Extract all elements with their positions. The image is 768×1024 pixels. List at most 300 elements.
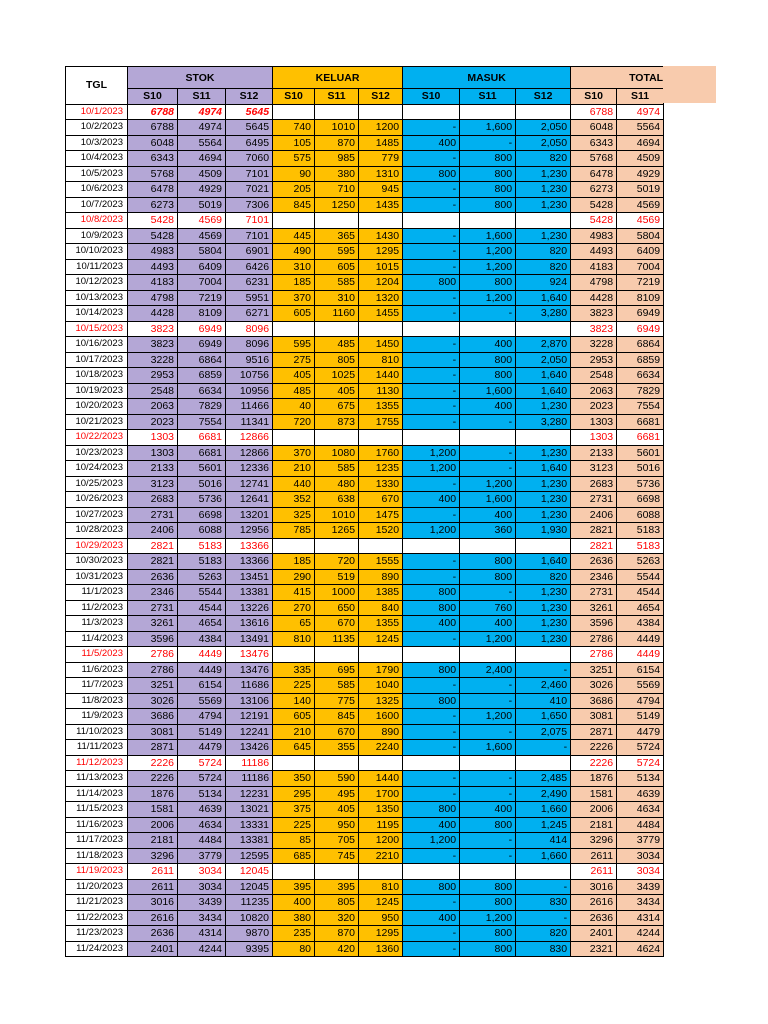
masuk-s12-cell: 2,485 [516, 771, 571, 787]
date-cell: 10/7/2023 [66, 197, 128, 213]
keluar-s12-cell: 1245 [359, 631, 403, 647]
keluar-s11-cell: 420 [315, 941, 359, 957]
masuk-s11-cell: 1,200 [460, 631, 516, 647]
stok-s11-cell: 4974 [178, 104, 226, 120]
table-row [66, 166, 664, 182]
keluar-s10-cell: 140 [273, 693, 315, 709]
stok-s10-cell: 1581 [128, 802, 178, 818]
stok-s12-cell: 7060 [226, 151, 273, 167]
table-row [66, 569, 664, 585]
keluar-s10-cell [273, 430, 315, 446]
masuk-s10-cell: 800 [403, 802, 460, 818]
masuk-s12-cell: 1,640 [516, 461, 571, 477]
date-cell: 10/14/2023 [66, 306, 128, 322]
date-cell: 10/25/2023 [66, 476, 128, 492]
table-row [66, 740, 664, 756]
stok-s12-cell: 12191 [226, 709, 273, 725]
stok-s12-cell: 11686 [226, 678, 273, 694]
stok-s12-cell: 13021 [226, 802, 273, 818]
masuk-s12-cell: 1,640 [516, 554, 571, 570]
masuk-s10-cell: - [403, 414, 460, 430]
keluar-s12-cell: 1200 [359, 833, 403, 849]
stok-s12-cell: 11235 [226, 895, 273, 911]
masuk-s11-cell [460, 538, 516, 554]
total-s11-cell: 4569 [617, 197, 664, 213]
table-row [66, 941, 664, 957]
total-s11-cell: 6864 [617, 337, 664, 353]
keluar-s11-cell [315, 104, 359, 120]
masuk-s12-cell: 410 [516, 693, 571, 709]
stok-s11-cell: 5183 [178, 554, 226, 570]
stok-s10-cell: 6478 [128, 182, 178, 198]
sub-header: S10 [128, 89, 178, 105]
keluar-s11-cell: 650 [315, 600, 359, 616]
total-s11-cell: 4449 [617, 647, 664, 663]
table-row [66, 151, 664, 167]
date-cell: 10/1/2023 [66, 104, 128, 120]
table-row [66, 244, 664, 260]
stok-s11-cell: 4479 [178, 740, 226, 756]
masuk-s10-cell [403, 538, 460, 554]
stok-s11-cell: 5016 [178, 476, 226, 492]
total-s10-cell: 3251 [571, 662, 617, 678]
keluar-s11-cell [315, 538, 359, 554]
table-row [66, 492, 664, 508]
masuk-s10-cell: - [403, 631, 460, 647]
total-s11-cell: 4634 [617, 802, 664, 818]
keluar-s10-cell: 290 [273, 569, 315, 585]
keluar-s12-cell [359, 538, 403, 554]
date-cell: 11/11/2023 [66, 740, 128, 756]
stok-s10-cell: 3823 [128, 337, 178, 353]
sub-header: S10 [403, 89, 460, 105]
keluar-s12-cell: 1325 [359, 693, 403, 709]
keluar-s10-cell: 335 [273, 662, 315, 678]
keluar-s10-cell: 80 [273, 941, 315, 957]
date-cell: 10/20/2023 [66, 399, 128, 415]
masuk-s12-cell: 1,230 [516, 166, 571, 182]
masuk-s11-cell: 1,200 [460, 910, 516, 926]
stok-s12-cell: 5645 [226, 104, 273, 120]
date-cell: 10/9/2023 [66, 228, 128, 244]
keluar-s12-cell: 1235 [359, 461, 403, 477]
keluar-s11-cell: 355 [315, 740, 359, 756]
stok-s10-cell: 3596 [128, 631, 178, 647]
total-s10-cell: 5768 [571, 151, 617, 167]
stok-s11-cell: 5263 [178, 569, 226, 585]
stok-s12-cell: 10756 [226, 368, 273, 384]
keluar-s12-cell: 1760 [359, 445, 403, 461]
masuk-s11-cell: 800 [460, 569, 516, 585]
stok-s12-cell: 13476 [226, 662, 273, 678]
table-row [66, 802, 664, 818]
group-header-row [66, 67, 664, 89]
total-s11-cell: 6681 [617, 414, 664, 430]
table-row [66, 724, 664, 740]
keluar-s11-cell: 670 [315, 724, 359, 740]
stok-s10-cell: 1303 [128, 445, 178, 461]
table-row [66, 352, 664, 368]
total-s11-cell: 5016 [617, 461, 664, 477]
stok-s10-cell: 2401 [128, 941, 178, 957]
keluar-s10-cell: 575 [273, 151, 315, 167]
date-cell: 10/10/2023 [66, 244, 128, 260]
keluar-s11-cell: 480 [315, 476, 359, 492]
date-cell: 11/19/2023 [66, 864, 128, 880]
keluar-s10-cell: 645 [273, 740, 315, 756]
total-s11-cell: 4509 [617, 151, 664, 167]
masuk-s11-cell: 1,200 [460, 709, 516, 725]
stok-s12-cell: 6901 [226, 244, 273, 260]
masuk-s10-cell: - [403, 507, 460, 523]
stok-s10-cell: 2821 [128, 554, 178, 570]
total-s10-cell: 2406 [571, 507, 617, 523]
masuk-s12-cell [516, 647, 571, 663]
masuk-s11-cell: 400 [460, 507, 516, 523]
total-s10-cell: 2006 [571, 802, 617, 818]
stok-s11-cell: 4694 [178, 151, 226, 167]
stok-s11-cell: 5149 [178, 724, 226, 740]
table-row [66, 631, 664, 647]
keluar-s11-cell: 985 [315, 151, 359, 167]
masuk-s12-cell: 820 [516, 569, 571, 585]
total-s11-cell: 5183 [617, 523, 664, 539]
stok-s10-cell: 2871 [128, 740, 178, 756]
table-row [66, 693, 664, 709]
keluar-s11-cell: 1265 [315, 523, 359, 539]
stok-s11-cell: 6681 [178, 445, 226, 461]
keluar-s10-cell: 720 [273, 414, 315, 430]
keluar-s10-cell: 490 [273, 244, 315, 260]
total-s11-cell: 4694 [617, 135, 664, 151]
masuk-s11-cell: 1,200 [460, 244, 516, 260]
keluar-s10-cell: 740 [273, 120, 315, 136]
total-s10-cell: 2611 [571, 848, 617, 864]
stok-s11-cell: 4654 [178, 616, 226, 632]
masuk-s12-cell [516, 321, 571, 337]
total-s11-cell: 4314 [617, 910, 664, 926]
keluar-s11-cell: 695 [315, 662, 359, 678]
table-row [66, 430, 664, 446]
sub-header: S10 [273, 89, 315, 105]
total-s10-cell: 5428 [571, 213, 617, 229]
date-cell: 11/12/2023 [66, 755, 128, 771]
keluar-s10-cell: 310 [273, 259, 315, 275]
stok-s10-cell: 3296 [128, 848, 178, 864]
date-cell: 10/2/2023 [66, 120, 128, 136]
stok-s10-cell: 2611 [128, 864, 178, 880]
masuk-s10-cell: 1,200 [403, 445, 460, 461]
masuk-s12-cell [516, 430, 571, 446]
masuk-s10-cell: - [403, 926, 460, 942]
keluar-s11-cell: 1000 [315, 585, 359, 601]
date-cell: 11/6/2023 [66, 662, 128, 678]
stok-s10-cell: 3081 [128, 724, 178, 740]
date-cell: 11/20/2023 [66, 879, 128, 895]
keluar-s10-cell: 325 [273, 507, 315, 523]
masuk-s12-cell: 1,660 [516, 802, 571, 818]
stok-s11-cell: 6864 [178, 352, 226, 368]
keluar-s10-cell: 90 [273, 166, 315, 182]
stok-s10-cell: 4183 [128, 275, 178, 291]
total-s11-cell: 4929 [617, 166, 664, 182]
masuk-s10-cell: - [403, 724, 460, 740]
total-s10-cell: 2401 [571, 926, 617, 942]
date-cell: 11/18/2023 [66, 848, 128, 864]
masuk-s12-cell: 924 [516, 275, 571, 291]
stok-s12-cell: 12956 [226, 523, 273, 539]
date-cell: 10/27/2023 [66, 507, 128, 523]
total-s10-cell: 2548 [571, 368, 617, 384]
stok-s11-cell: 5724 [178, 771, 226, 787]
stok-s11-cell: 4384 [178, 631, 226, 647]
stok-s11-cell: 6859 [178, 368, 226, 384]
masuk-s12-cell: 2,870 [516, 337, 571, 353]
total-s11-cell: 6634 [617, 368, 664, 384]
masuk-s11-cell: 800 [460, 151, 516, 167]
total-s10-cell: 1581 [571, 786, 617, 802]
keluar-s12-cell: 945 [359, 182, 403, 198]
masuk-s11-cell [460, 755, 516, 771]
stok-s10-cell: 3026 [128, 693, 178, 709]
keluar-s12-cell: 1790 [359, 662, 403, 678]
total-s11-cell: 4569 [617, 213, 664, 229]
masuk-s12-cell: 820 [516, 244, 571, 260]
total-s11-cell: 4384 [617, 616, 664, 632]
stok-s10-cell: 3251 [128, 678, 178, 694]
total-s10-cell: 2953 [571, 352, 617, 368]
keluar-s10-cell: 605 [273, 709, 315, 725]
keluar-s11-cell: 485 [315, 337, 359, 353]
masuk-s11-cell: - [460, 135, 516, 151]
total-s11-cell: 5724 [617, 755, 664, 771]
total-s11-cell: 6859 [617, 352, 664, 368]
date-cell: 11/13/2023 [66, 771, 128, 787]
masuk-s11-cell: - [460, 445, 516, 461]
table-row [66, 616, 664, 632]
masuk-s11-cell: 800 [460, 352, 516, 368]
date-cell: 11/10/2023 [66, 724, 128, 740]
keluar-s11-cell: 310 [315, 290, 359, 306]
total-s10-cell: 6478 [571, 166, 617, 182]
stok-s11-cell: 4449 [178, 647, 226, 663]
masuk-s11-cell [460, 321, 516, 337]
total-s11-cell: 5724 [617, 740, 664, 756]
stok-s11-cell: 5183 [178, 538, 226, 554]
table-row [66, 755, 664, 771]
total-s11-cell: 5804 [617, 228, 664, 244]
date-cell: 10/24/2023 [66, 461, 128, 477]
masuk-s11-cell: 400 [460, 399, 516, 415]
stok-s12-cell: 7021 [226, 182, 273, 198]
date-cell: 11/16/2023 [66, 817, 128, 833]
date-cell: 11/8/2023 [66, 693, 128, 709]
masuk-s11-cell: 400 [460, 337, 516, 353]
masuk-s10-cell: 800 [403, 275, 460, 291]
keluar-s10-cell: 375 [273, 802, 315, 818]
keluar-s11-cell: 873 [315, 414, 359, 430]
sub-header-row [66, 89, 664, 105]
total-header-extension [663, 66, 716, 103]
keluar-s11-cell: 585 [315, 678, 359, 694]
total-s10-cell: 3686 [571, 693, 617, 709]
stok-s12-cell: 7101 [226, 228, 273, 244]
keluar-s12-cell: 1385 [359, 585, 403, 601]
total-s11-cell: 3034 [617, 864, 664, 880]
table-row [66, 864, 664, 880]
masuk-s12-cell: 1,230 [516, 182, 571, 198]
stok-s12-cell: 12595 [226, 848, 273, 864]
stok-s10-cell: 2821 [128, 538, 178, 554]
stok-s12-cell: 5951 [226, 290, 273, 306]
total-s10-cell: 1303 [571, 430, 617, 446]
total-s10-cell: 2871 [571, 724, 617, 740]
stok-s10-cell: 2636 [128, 569, 178, 585]
total-s10-cell: 4983 [571, 228, 617, 244]
stok-s11-cell: 4449 [178, 662, 226, 678]
stok-s10-cell: 2636 [128, 926, 178, 942]
stok-s11-cell: 6698 [178, 507, 226, 523]
stok-s12-cell: 11186 [226, 771, 273, 787]
total-s10-cell: 2611 [571, 864, 617, 880]
keluar-s11-cell: 870 [315, 135, 359, 151]
stok-s12-cell: 6495 [226, 135, 273, 151]
keluar-s10-cell [273, 647, 315, 663]
masuk-s10-cell: 400 [403, 817, 460, 833]
masuk-s10-cell: 400 [403, 616, 460, 632]
keluar-s10-cell: 415 [273, 585, 315, 601]
date-cell: 10/17/2023 [66, 352, 128, 368]
masuk-s10-cell: - [403, 244, 460, 260]
keluar-s12-cell [359, 104, 403, 120]
stok-s12-cell: 13201 [226, 507, 273, 523]
stok-s11-cell: 5564 [178, 135, 226, 151]
keluar-s12-cell: 1295 [359, 926, 403, 942]
stok-s11-cell: 4484 [178, 833, 226, 849]
stok-s10-cell: 4428 [128, 306, 178, 322]
total-s11-cell: 5544 [617, 569, 664, 585]
stok-s12-cell: 12741 [226, 476, 273, 492]
total-s11-cell: 7004 [617, 259, 664, 275]
masuk-s10-cell: - [403, 786, 460, 802]
total-s10-cell: 2181 [571, 817, 617, 833]
keluar-s11-cell: 595 [315, 244, 359, 260]
stok-s11-cell: 4314 [178, 926, 226, 942]
keluar-s10-cell: 370 [273, 290, 315, 306]
keluar-s11-cell: 805 [315, 895, 359, 911]
masuk-s11-cell: 800 [460, 879, 516, 895]
keluar-s12-cell: 1755 [359, 414, 403, 430]
masuk-s11-cell: 1,600 [460, 383, 516, 399]
masuk-s11-cell: 800 [460, 182, 516, 198]
stok-s11-cell: 6949 [178, 337, 226, 353]
keluar-s11-cell: 705 [315, 833, 359, 849]
keluar-s10-cell: 105 [273, 135, 315, 151]
masuk-s12-cell: 1,245 [516, 817, 571, 833]
stok-s10-cell: 2731 [128, 507, 178, 523]
total-s10-cell: 1876 [571, 771, 617, 787]
masuk-s12-cell: 1,230 [516, 445, 571, 461]
masuk-s11-cell [460, 104, 516, 120]
masuk-s12-cell: 820 [516, 926, 571, 942]
stok-s11-cell: 6634 [178, 383, 226, 399]
masuk-s10-cell: - [403, 151, 460, 167]
total-s10-cell: 4798 [571, 275, 617, 291]
keluar-s12-cell: 950 [359, 910, 403, 926]
table-row [66, 817, 664, 833]
stok-s11-cell: 3034 [178, 879, 226, 895]
masuk-s11-cell: 1,200 [460, 476, 516, 492]
stok-s11-cell: 4639 [178, 802, 226, 818]
table-row [66, 135, 664, 151]
masuk-s10-cell: - [403, 399, 460, 415]
stok-s11-cell: 4544 [178, 600, 226, 616]
date-cell: 11/24/2023 [66, 941, 128, 957]
keluar-s10-cell: 210 [273, 461, 315, 477]
keluar-s12-cell: 1455 [359, 306, 403, 322]
stok-s10-cell: 2786 [128, 662, 178, 678]
masuk-s11-cell: 800 [460, 368, 516, 384]
stok-s12-cell: 13616 [226, 616, 273, 632]
total-s10-cell: 2786 [571, 647, 617, 663]
keluar-s11-cell [315, 755, 359, 771]
keluar-s10-cell: 485 [273, 383, 315, 399]
masuk-s11-cell: - [460, 461, 516, 477]
keluar-s10-cell: 785 [273, 523, 315, 539]
stok-s12-cell: 8096 [226, 321, 273, 337]
stok-s12-cell: 5645 [226, 120, 273, 136]
stok-s10-cell: 3016 [128, 895, 178, 911]
total-s10-cell: 6788 [571, 104, 617, 120]
keluar-s12-cell: 1040 [359, 678, 403, 694]
stok-s12-cell: 13381 [226, 585, 273, 601]
stok-s10-cell: 2786 [128, 647, 178, 663]
keluar-s11-cell: 1025 [315, 368, 359, 384]
keluar-s10-cell [273, 321, 315, 337]
masuk-s11-cell: 760 [460, 600, 516, 616]
total-header: TOTAL [571, 67, 664, 89]
total-s10-cell: 1303 [571, 414, 617, 430]
masuk-s11-cell: - [460, 306, 516, 322]
masuk-s12-cell: 414 [516, 833, 571, 849]
table-row [66, 476, 664, 492]
table-row [66, 120, 664, 136]
date-cell: 10/30/2023 [66, 554, 128, 570]
keluar-s11-cell: 405 [315, 802, 359, 818]
keluar-s12-cell: 1360 [359, 941, 403, 957]
masuk-s10-cell: - [403, 895, 460, 911]
masuk-s10-cell [403, 864, 460, 880]
date-cell: 10/5/2023 [66, 166, 128, 182]
stock-table [65, 66, 664, 957]
masuk-s10-cell [403, 647, 460, 663]
total-s11-cell: 4639 [617, 786, 664, 802]
masuk-s11-cell: - [460, 771, 516, 787]
table-row [66, 507, 664, 523]
tgl-header: TGL [66, 67, 128, 105]
keluar-s11-cell: 1010 [315, 120, 359, 136]
total-s11-cell: 4449 [617, 631, 664, 647]
stok-s11-cell: 3779 [178, 848, 226, 864]
total-s10-cell: 2346 [571, 569, 617, 585]
date-cell: 11/9/2023 [66, 709, 128, 725]
keluar-s12-cell: 890 [359, 569, 403, 585]
table-row [66, 368, 664, 384]
stok-s10-cell: 6048 [128, 135, 178, 151]
stok-s10-cell: 6273 [128, 197, 178, 213]
masuk-s12-cell: 1,230 [516, 631, 571, 647]
masuk-s12-cell: 2,050 [516, 120, 571, 136]
